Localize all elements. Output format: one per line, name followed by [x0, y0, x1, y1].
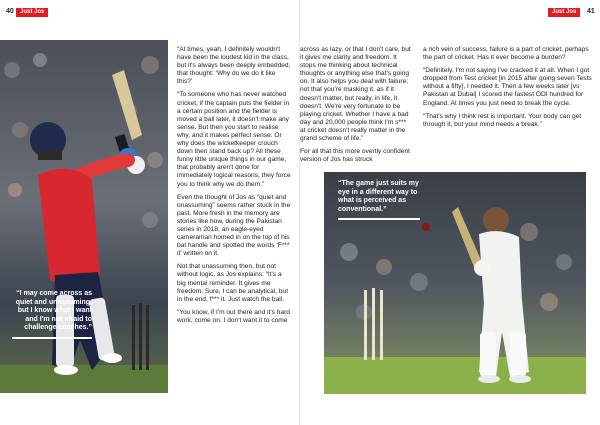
- batsman-photo-right: [324, 172, 586, 394]
- batsman-photo-left: [0, 40, 168, 393]
- paragraph: across as lazy, or that I don't care, but it gives me clarity and freedom. It stops me thinking about technical thoughts or anything else that's going on. It also helps you deal with failure; not that you're masking it, as if it doesn't matter, but really, in life, it doesn't. We're very fortunate to be playing cricket. Whether I have a bad day and 20,000 people think I'm s*** at cricket doesn't really matter in the grand scheme of life.”: [300, 46, 411, 143]
- paragraph: Even the thought of Jos as “quiet and unassuming” seems rather stuck in the past. More fresh in the memory are stories like how, during the Pakistan series in 2018, an eagle-eyed cameraman homed in on the top of his bat handle and spotted the words ‘F*** it’ written on it.: [177, 193, 291, 258]
- batsman-illustration-left: [0, 40, 168, 393]
- right-page: [300, 0, 600, 425]
- page-number-left: 40: [6, 8, 14, 15]
- section-tab-left: Just Jos: [16, 8, 48, 17]
- paragraph: “To someone who has never watched cricket, if the captain puts the fielder in a certain position and the fielder is moved a ball later, it doesn't make any sense. But then you start to realise why, and it makes perfect sense. Or why does the wicketkeeper crouch down then stand back up? All these funny little unique things in our game, that probably aren't done for immediately logical reasons, they force you to think why we do them.”: [177, 91, 291, 188]
- paragraph: a rich vein of success, failure is a part of cricket, perhaps the part of cricket. Has it ever become a burden?: [423, 46, 589, 62]
- section-tab-right: Just Jos: [548, 8, 580, 17]
- paragraph: “You know, if I'm out there and it's hard work, come on. I don't want it to come: [177, 308, 290, 324]
- pull-quote-right-rule: [338, 218, 420, 220]
- pull-quote-left-text: “I may come across as quiet and unassuming, but I know what I want and I'm not afraid to challenge coaches.”: [15, 290, 92, 331]
- paragraph: Not that unassuming then, but not without logic, as Jos explains: “It's a big mental reminder. It gives me freedom. Sure, I can be analytical, but in the end, f*** it. Just watch the ball.: [177, 263, 289, 303]
- pull-quote-left: [12, 290, 92, 339]
- paragraph: “Definitely. I'm not saying I've cracked it at all. When I got dropped from Test cricket [in 2015 after going seven Tests without a fifty], I needed it. Then a few weeks later [vs Pakistan at Dubai] I scored the fastest ODI hundred for England. At times you just need to break the cycle.: [423, 67, 592, 107]
- paragraph: “That's why I think rest is important. Your body can get through it, but your mind needs a break.”: [423, 112, 582, 128]
- article-column-1: [177, 46, 291, 330]
- pull-quote-right: [338, 180, 420, 220]
- page-number-right: 41: [587, 8, 595, 15]
- article-column-2: [300, 46, 413, 169]
- pull-quote-left-rule: [12, 337, 92, 339]
- paragraph: For all that this more overtly confident version of Jos has struck: [300, 148, 410, 164]
- article-column-3: [423, 46, 595, 134]
- paragraph: “At times, yeah. I definitely wouldn't have been the loudest kid in the class, but it's always been deeply embedded, that thought: ‘Why do we do it like this?’: [177, 46, 291, 86]
- pull-quote-right-text: “The game just suits my eye in a different way to what is perceived as conventional.”: [338, 180, 419, 213]
